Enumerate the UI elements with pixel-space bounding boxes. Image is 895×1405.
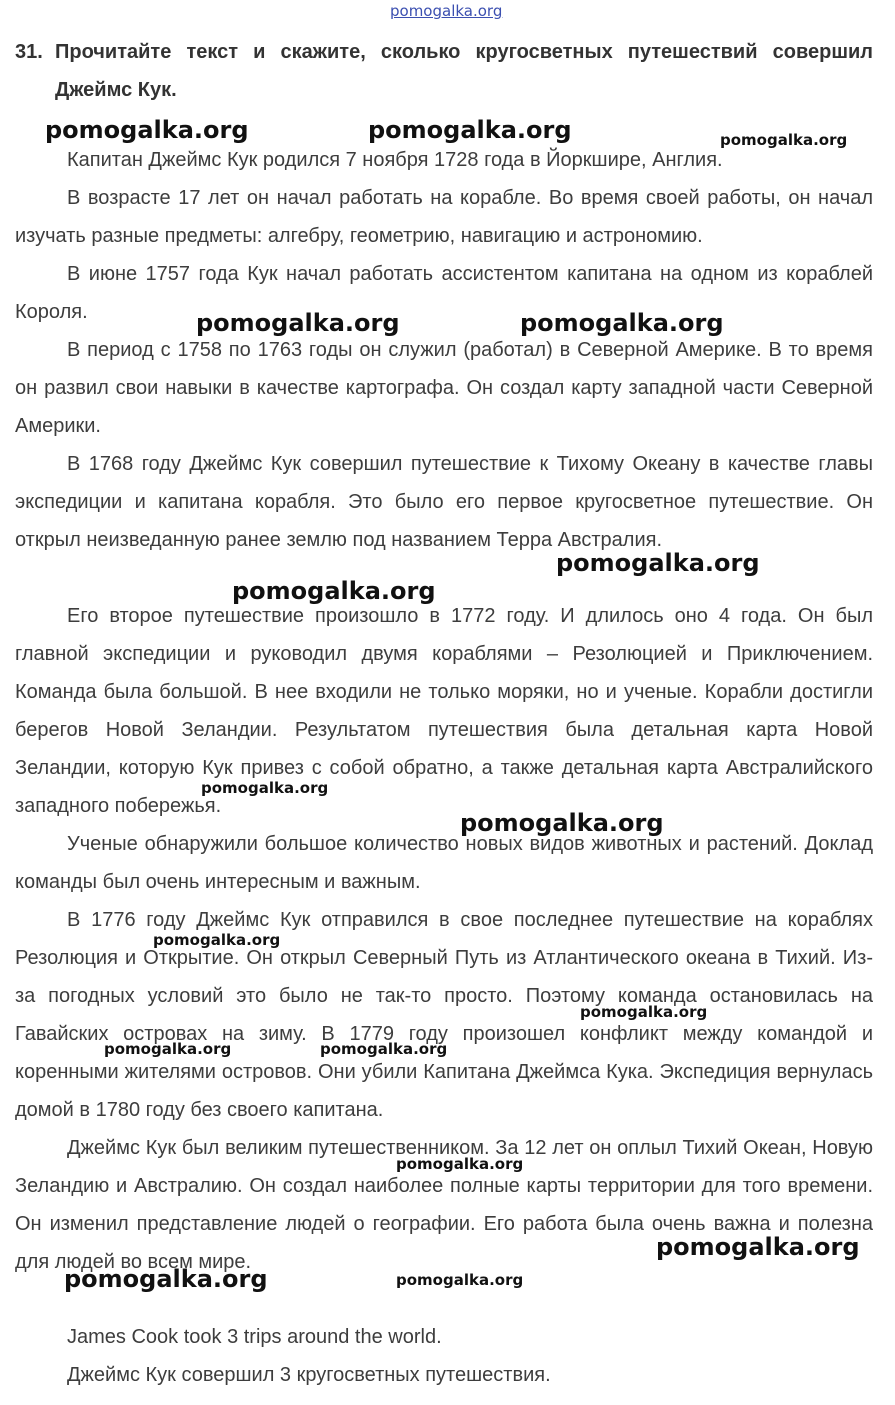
watermark: pomogalka.org bbox=[368, 116, 572, 144]
paragraph-4: В период с 1758 по 1763 годы он служил (работал) в Северной Америке. В то время он развил свои навыки в качестве картографа. Он создал карту западной части Северной Америки. bbox=[15, 339, 873, 437]
watermark: pomogalka.org bbox=[396, 1271, 524, 1289]
answer-russian: Джеймс Кук совершил 3 кругосветных путешествия. bbox=[67, 1364, 551, 1386]
watermark: pomogalka.org bbox=[520, 309, 724, 337]
paragraph-2: В возрасте 17 лет он начал работать на корабле. Во время своей работы, он начал изучать разные предметы: алгебру, геометрию, навигацию и астрономию. bbox=[15, 187, 873, 247]
paragraph-6: Его второе путешествие произошло в 1772 году. И длилось оно 4 года. Он был главной экспедиции и руководил двумя кораблями – Резолюцией и Приключением. Команда была большой. В нее входили не только моряки, но и ученые. Корабли достигли берегов Новой Зеландии. Результатом путешествия была детальная карта Новой Зеландии, которую Кук привез с собой обратно, а также детальная карта Австралийского западного побережья. bbox=[15, 605, 873, 817]
task-text: Прочитайте текст и скажите, сколько кругосветных путешествий совершил Джеймс Кук. bbox=[55, 41, 873, 101]
paragraph-3: В июне 1757 года Кук начал работать ассистентом капитана на одном из кораблей Короля. bbox=[15, 263, 873, 323]
watermark: pomogalka.org bbox=[104, 1040, 232, 1058]
watermark: pomogalka.org bbox=[460, 809, 664, 837]
paragraph-5: В 1768 году Джеймс Кук совершил путешествие к Тихому Океану в качестве главы экспедиции и капитана корабля. Это было его первое кругосветное путешествие. Он открыл неизведанную ранее землю под названием Терра Австралия. bbox=[15, 453, 873, 551]
watermark: pomogalka.org bbox=[320, 1040, 448, 1058]
task-heading bbox=[15, 33, 873, 109]
watermark: pomogalka.org bbox=[720, 131, 848, 149]
watermark: pomogalka.org bbox=[656, 1233, 860, 1261]
watermark: pomogalka.org bbox=[201, 779, 329, 797]
site-link[interactable]: pomogalka.org bbox=[390, 2, 503, 20]
paragraph-8: В 1776 году Джеймс Кук отправился в свое последнее путешествие на кораблях Резолюция и Открытие. Он открыл Северный Путь из Атлантического океана в Тихий. Из-за погодных условий это было не так-то просто. Поэтому команда остановилась на Гавайских островах на зиму. В 1779 году произошел конфликт между командой и коренными жителями островов. Они убили Капитана Джеймса Кука. Экспедиция вернулась домой в 1780 году без своего капитана. bbox=[15, 909, 873, 1121]
paragraph-1: Капитан Джеймс Кук родился 7 ноября 1728 года в Йоркшире, Англия. bbox=[67, 149, 723, 171]
watermark: pomogalka.org bbox=[580, 1003, 708, 1021]
paragraph-7: Ученые обнаружили большое количество новых видов животных и растений. Доклад команды был очень интересным и важным. bbox=[15, 833, 873, 893]
paragraph-9: Джеймс Кук был великим путешественником. За 12 лет он оплыл Тихий Океан, Новую Зеландию и Австралию. Он создал наиболее полные карты территории для того времени. Он изменил представление людей о географии. Его работа была очень важна и полезна для людей во всем мире. bbox=[15, 1137, 873, 1273]
watermark: pomogalka.org bbox=[196, 309, 400, 337]
watermark: pomogalka.org bbox=[232, 577, 436, 605]
watermark: pomogalka.org bbox=[556, 549, 760, 577]
watermark: pomogalka.org bbox=[153, 931, 281, 949]
watermark: pomogalka.org bbox=[64, 1265, 268, 1293]
task-number: 31. bbox=[15, 41, 43, 63]
watermark: pomogalka.org bbox=[45, 116, 249, 144]
watermark: pomogalka.org bbox=[396, 1155, 524, 1173]
answer-english: James Cook took 3 trips around the world. bbox=[67, 1326, 442, 1348]
